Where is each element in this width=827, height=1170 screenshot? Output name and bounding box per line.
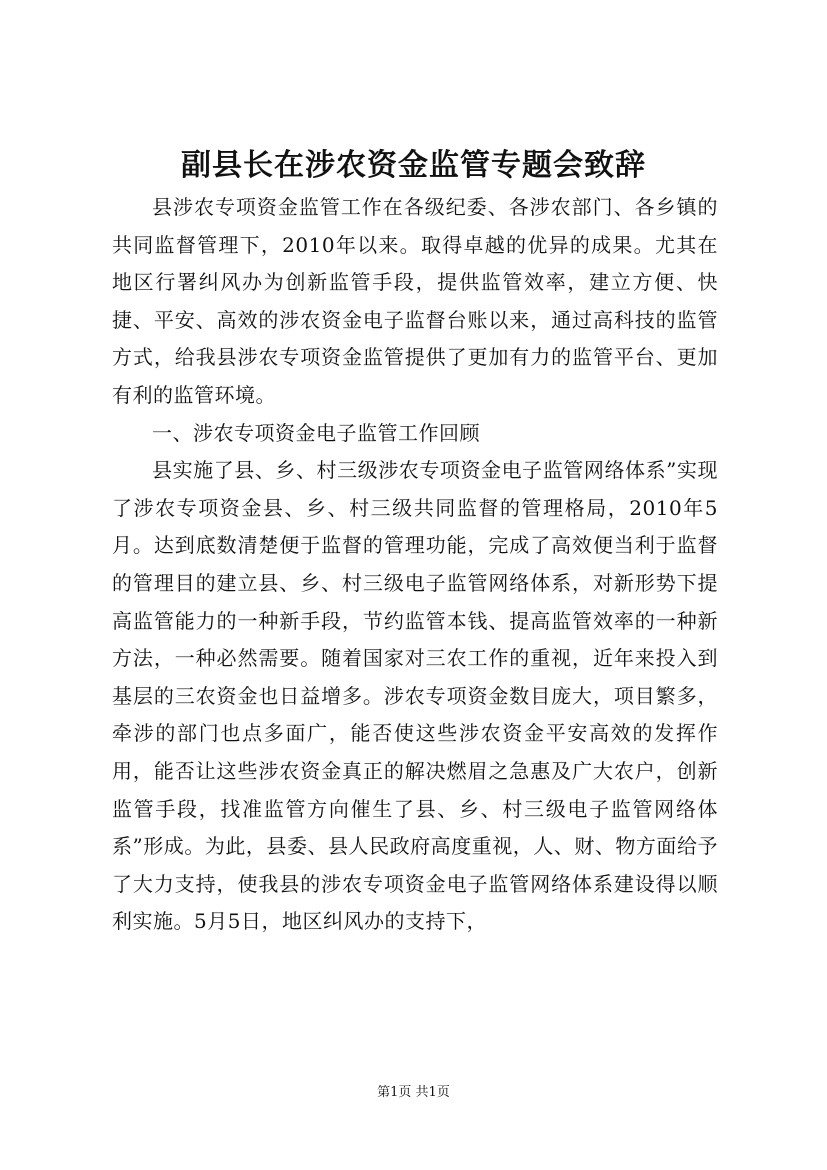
page-footer: 第1页 共1页 bbox=[377, 1085, 450, 1100]
document-title: 副县长在涉农资金监管专题会致辞 bbox=[181, 148, 646, 183]
paragraph-intro: 县涉农专项资金监管工作在各级纪委、各涉农部门、各乡镇的共同监督管理下，2010年以来。取得卓越的优异的成果。尤其在地区行署纠风办为创新监管手段，提供监管效率，建立方便、快捷、平安、高效的涉农资金电子监督台账以来，通过高科技的监管方式，给我县涉农专项资金监管提供了更加有力的监管平台、更加有利的监管环境。 bbox=[112, 195, 718, 407]
paragraph-implementation: 县实施了县、乡、村三级涉农专项资金电子监管网络体系”实现了涉农专项资金县、乡、村三级共同监督的管理格局，2010年5月。达到底数清楚便于监督的管理功能，完成了高效便当利于监督的管理目的建立县、乡、村三级电子监管网络体系，对新形势下提高监管能力的一种新手段，节约监管本钱、提高监管效率的一种新方法，一种必然需要。随着国家对三农工作的重视，近年来投入到基层的三农资金也日益增多。涉农专项资金数目庞大，项目繁多，牵涉的部门也点多面广，能否使这些涉农资金平安高效的发挥作用，能否让这些涉农资金真正的解决燃眉之急惠及广大农户，创新监管手段，找准监管方向催生了县、乡、村三级电子监管网络体系”形成。为此，县委、县人民政府高度重视，人、财、物方面给予了大力支持，使我县的涉农专项资金电子监管网络体系建设得以顺利实施。5月5日，地区纠风办的支持下， bbox=[112, 458, 718, 934]
section-heading-review: 一、涉农专项资金电子监管工作回顾 bbox=[152, 420, 480, 445]
document-body bbox=[112, 189, 718, 941]
